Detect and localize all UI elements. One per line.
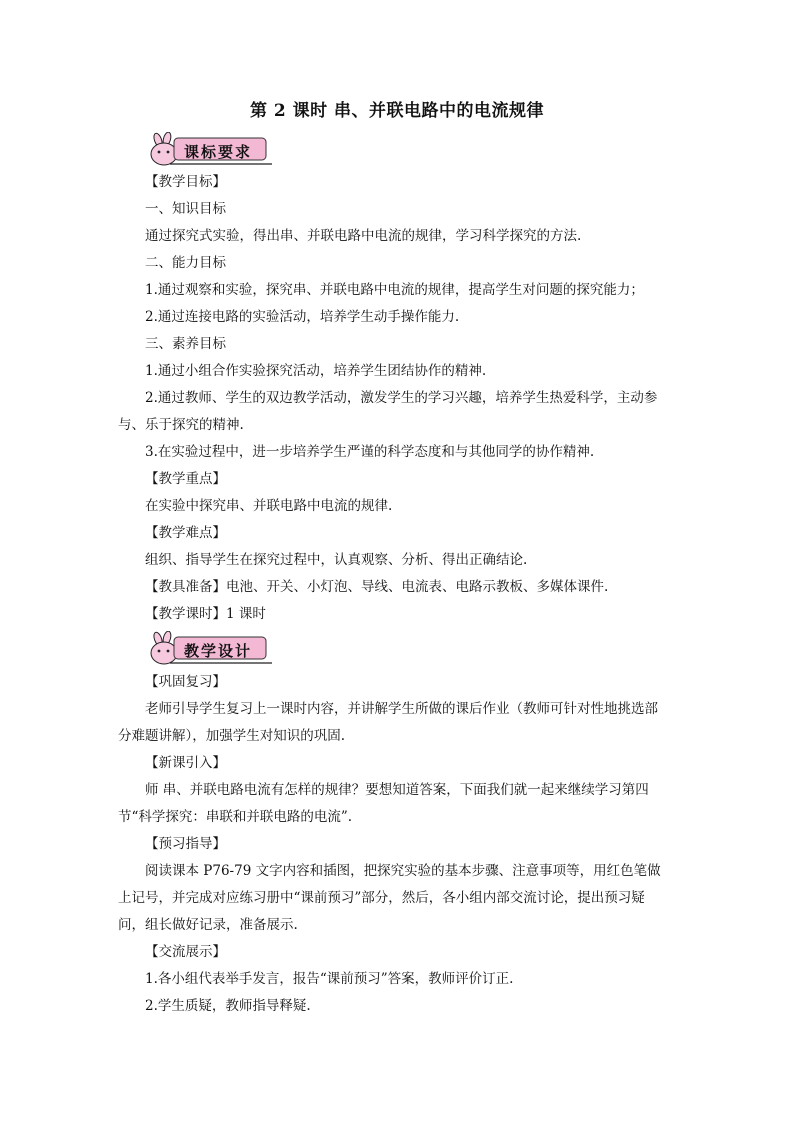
heading-preview: 【预习指导】 (145, 836, 226, 852)
page-title: 第 2 课时 串、并联电路中的电流规律 (249, 101, 545, 121)
paragraph-line: 在实验中探究串、并联电路中电流的规律. (145, 498, 393, 514)
paragraph-line: 问，组长做好记录，准备展示. (118, 917, 298, 933)
paragraph-line: 与、乐于探究的精神. (118, 417, 244, 433)
heading-exchange: 【交流展示】 (145, 944, 226, 960)
paragraph-line: 2.通过连接电路的实验活动，培养学生动手操作能力. (145, 309, 460, 325)
paragraph-line: 老师引导学生复习上一课时内容，并讲解学生所做的课后作业（教师可针对性地挑选部 (145, 701, 658, 717)
heading-objectives: 【教学目标】 (145, 174, 226, 190)
heading-difficulties: 【教学难点】 (145, 525, 226, 541)
heading-key-points: 【教学重点】 (145, 471, 226, 487)
paragraph-line: 分难题讲解），加强学生对知识的巩固. (118, 728, 346, 744)
paragraph-line: 上记号，并完成对应练习册中“课前预习”部分，然后，各小组内部交流讨论，提出预习疑 (118, 890, 645, 906)
paragraph-line: 1.通过观察和实验，探究串、并联电路中电流的规律，提高学生对问题的探究能力； (145, 282, 644, 298)
heading-review: 【巩固复习】 (145, 674, 226, 690)
banner-label: 课标要求 (184, 143, 253, 161)
paragraph-line: 2.通过教师、学生的双边教学活动，激发学生的学习兴趣，培养学生热爱科学，主动参 (145, 390, 658, 406)
paragraph-line: 通过探究式实验，得出串、并联电路中电流的规律，学习科学探究的方法. (145, 228, 582, 244)
heading-teaching-aids: 【教具准备】电池、开关、小灯泡、导线、电流表、电路示教板、多媒体课件. (145, 579, 609, 595)
subheading-ability: 二、能力目标 (145, 255, 226, 271)
heading-class-hours: 【教学课时】1 课时 (145, 606, 266, 622)
paragraph-line: 节“科学探究：串联和并联电路的电流”. (118, 809, 353, 825)
section-banner-design (148, 631, 274, 667)
paragraph-line: 1.通过小组合作实验探究活动，培养学生团结协作的精神. (145, 363, 487, 379)
paragraph-line: 3.在实验过程中，进一步培养学生严谨的科学态度和与其他同学的协作精神. (145, 444, 595, 460)
paragraph-line: 组织、指导学生在探究过程中，认真观察、分析、得出正确结论. (145, 552, 528, 568)
heading-new-lesson: 【新课引入】 (145, 755, 226, 771)
section-banner-standards (148, 132, 274, 168)
banner-label: 教学设计 (184, 642, 253, 660)
paragraph-line: 2.学生质疑，教师指导释疑. (145, 998, 311, 1014)
paragraph-line: 阅读课本 P76-79 文字内容和插图，把探究实验的基本步骤、注意事项等，用红色笔做 (145, 863, 661, 879)
subheading-literacy: 三、素养目标 (145, 336, 226, 352)
subheading-knowledge: 一、知识目标 (145, 201, 226, 217)
paragraph-line: 师 串、并联电路电流有怎样的规律？要想知道答案，下面我们就一起来继续学习第四 (145, 782, 649, 798)
paragraph-line: 1.各小组代表举手发言，报告“课前预习”答案，教师评价订正. (145, 971, 514, 987)
